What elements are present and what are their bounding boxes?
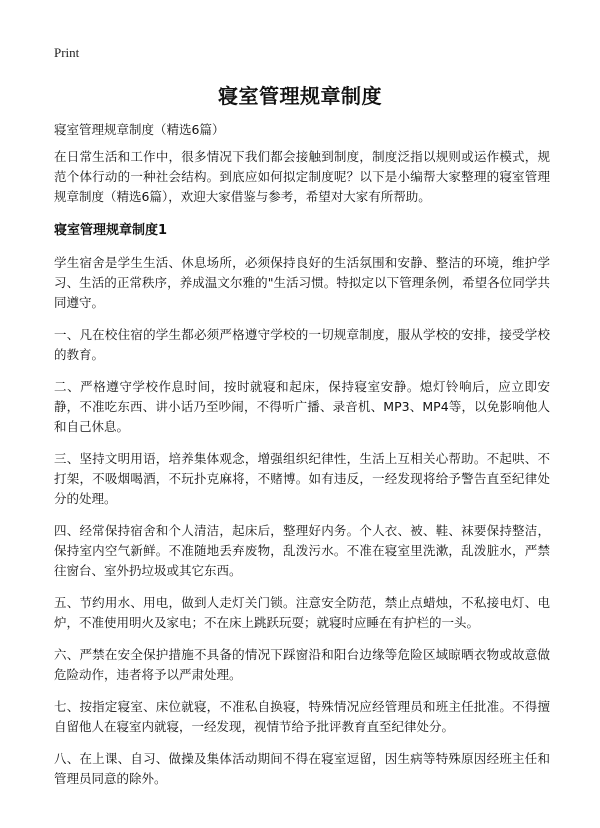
rule-paragraph-4: 四、经常保持宿舍和个人清洁，起床后，整理好内务。个人衣、被、鞋、袜要保持整洁，保持室内空气新鲜。不准随地丢弃废物，乱泼污水。不准在寝室里洗漱，乱泼脏水，严禁往窗台、室外扔垃圾或其它东西。 <box>54 523 550 578</box>
section-intro-paragraph: 学生宿舍是学生生活、休息场所，必须保持良好的生活氛围和安静、整洁的环境，维护学习、生活的正常秩序，养成温文尔雅的"生活习惯。特拟定以下管理条例，希望各位同学共同遵守。 <box>54 255 550 310</box>
rule-paragraph-8: 八、在上课、自习、做操及集体活动期间不得在寝室逗留，因生病等特殊原因经班主任和管理员同意的除外。 <box>54 751 550 786</box>
rule-paragraph-7: 七、按指定寝室、床位就寝，不准私自换寝，特殊情况应经管理员和班主任批准。不得擅自留他人在寝室内就寝，一经发现，视情节给予批评教育直至纪律处分。 <box>54 699 550 734</box>
rule-paragraph-3: 三、坚持文明用语，培养集体观念，增强组织纪律性，生活上互相关心帮助。不起哄、不打架，不吸烟喝酒，不玩扑克麻将，不赌博。如有违反，一经发现将给予警告直至纪律处分的处理。 <box>54 451 550 506</box>
rule-paragraph-1: 一、凡在校住宿的学生都必须严格遵守学校的一切规章制度，服从学校的安排，接受学校的教育。 <box>54 327 550 362</box>
rule-paragraph-2: 二、严格遵守学校作息时间，按时就寝和起床，保持寝室安静。熄灯铃响后，应立即安静，不准吃东西、讲小话乃至吵闹，不得听广播、录音机、MP3、MP4等，以免影响他人和自己休息。 <box>54 379 550 434</box>
page-title: 寝室管理规章制度 <box>218 84 382 108</box>
document-subtitle: 寝室管理规章制度（精选6篇） <box>54 122 225 137</box>
rule-paragraph-6: 六、严禁在安全保护措施不具备的情况下踩窗沿和阳台边缘等危险区域晾晒衣物或故意做危险动作，违者将予以严肃处理。 <box>54 647 550 682</box>
section-heading: 寝室管理规章制度1 <box>54 223 168 238</box>
rule-paragraph-5: 五、节约用水、用电，做到人走灯关门锁。注意安全防范，禁止点蜡烛，不私接电灯、电炉，不准使用明火及家电；不在床上跳跃玩耍；就寝时应睡在有护栏的一头。 <box>54 595 550 630</box>
print-link[interactable]: Print <box>54 45 80 60</box>
intro-paragraph: 在日常生活和工作中，很多情况下我们都会接触到制度，制度泛指以规则或运作模式，规范个体行动的一种社会结构。到底应如何拟定制度呢？以下是小编帮大家整理的寝室管理规章制度（精选6篇），欢迎大家借鉴与参考，希望对大家有所帮助。 <box>54 149 550 204</box>
document-body <box>54 147 550 801</box>
